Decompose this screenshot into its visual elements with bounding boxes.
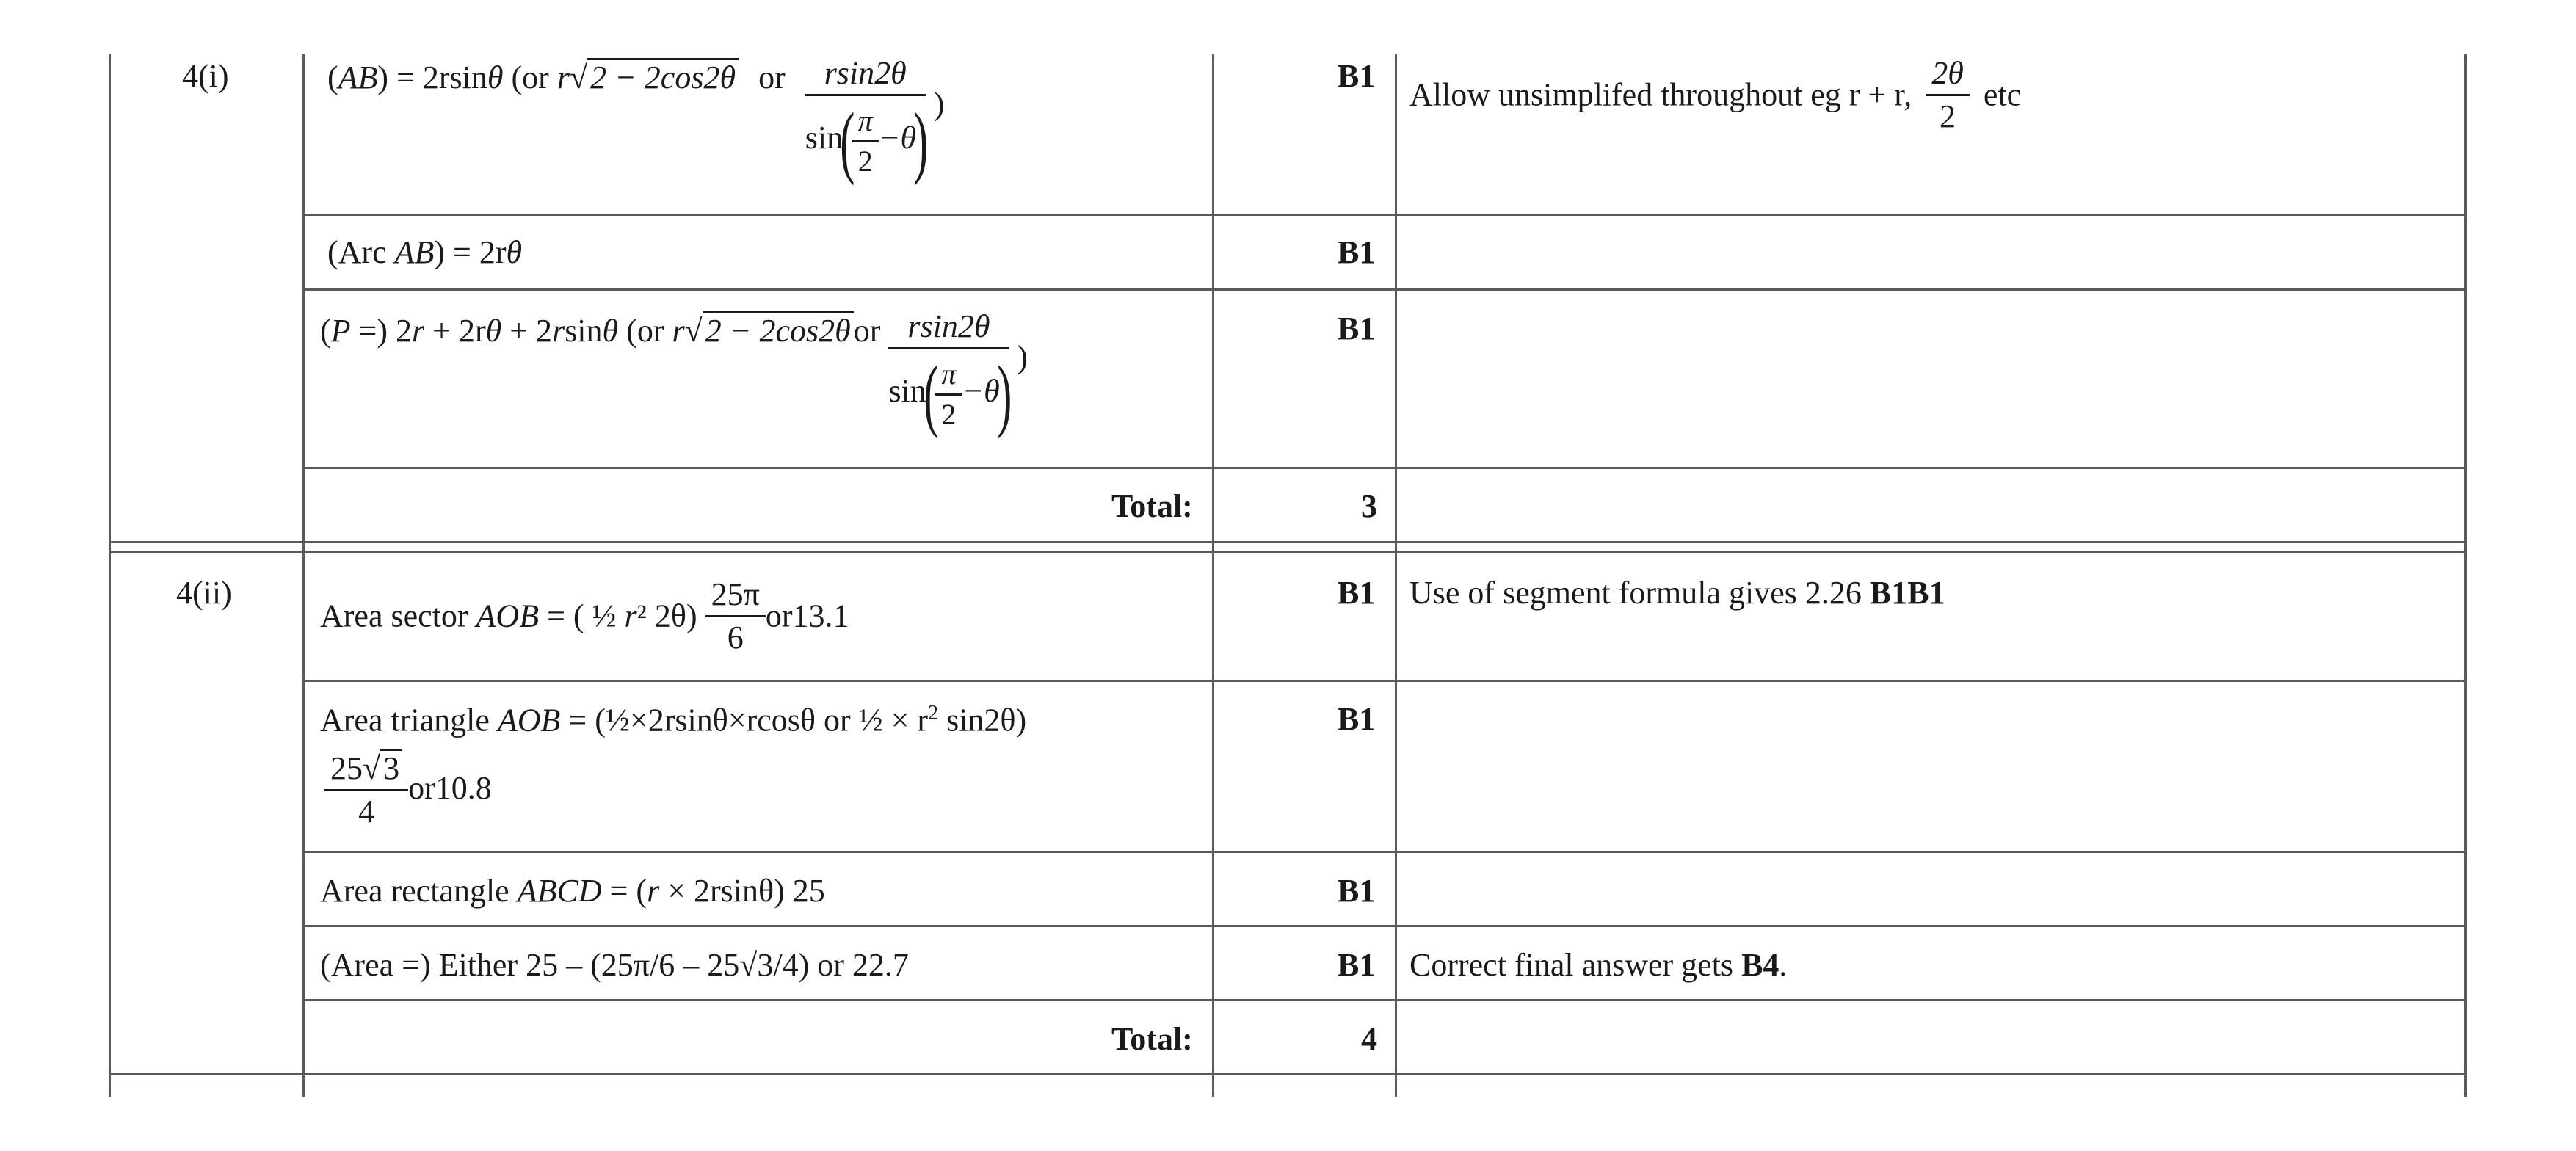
fraction: $\frac{25√3}{4}$ <box>324 749 408 828</box>
guidance-comment: Allow unsimplifed throughout eg r + r, $\frac{2\theta}{2}$ etc <box>1409 55 2022 134</box>
question-number: 4(ii) <box>176 575 232 611</box>
mark-b1: B1 <box>1338 575 1376 611</box>
section-border <box>109 1073 2467 1075</box>
mark-b1: B1 <box>1338 234 1376 270</box>
total-value: 3 <box>1361 488 1377 524</box>
answer-arc-length: (Arc AB) = 2rθ <box>327 234 523 270</box>
mark-b1: B1 <box>1338 873 1376 909</box>
total-label: Total: <box>1111 1021 1193 1057</box>
fraction: rsin2θ sin( $\frac{\pi}{2}$ −θ) <box>888 308 1012 439</box>
row-border <box>302 851 2467 853</box>
answer-perimeter: (P =) 2r + 2rθ + 2rsinθ (or r√2 − 2cos2θor rsin2θ sin( $\frac{\pi}{2}$ −θ) ) <box>320 308 1028 439</box>
table-border-right <box>2464 54 2467 1097</box>
total-value: 4 <box>1361 1021 1377 1057</box>
answer-triangle-value: $\frac{25√3}{4}$ or10.8 <box>324 749 492 828</box>
total-label: Total: <box>1111 488 1193 524</box>
column-border-answer <box>1212 54 1214 1097</box>
section-border <box>109 541 2467 543</box>
row-border <box>302 288 2467 291</box>
table-border-left <box>109 54 111 1097</box>
answer-sector-area: Area sector AOB = ( ½ r² 2θ) $\frac{25\pi}{6}$ or13.1 <box>320 576 849 656</box>
mark-b1: B1 <box>1338 947 1376 983</box>
mark-b1: B1 <box>1338 58 1376 94</box>
sqrt-expression: √2 − 2cos2θ <box>685 311 854 347</box>
row-border <box>302 680 2467 682</box>
sqrt-expression: √2 − 2cos2θ <box>570 58 739 94</box>
fraction: rsin2θ sin( $\frac{\pi}{2}$ −θ) <box>805 55 929 186</box>
fraction: $\frac{25\pi}{6}$ <box>705 578 766 654</box>
guidance-comment: Correct final answer gets B4. <box>1409 947 1788 983</box>
guidance-comment: Use of segment formula gives 2.26 B1B1 <box>1409 575 1945 611</box>
answer-triangle-area: Area triangle AOB = (½×2rsinθ×rcosθ or ½ × $r^2$ sin2θ) <box>320 702 1027 738</box>
mark-b1: B1 <box>1338 311 1376 346</box>
answer-ab-length: (AB) = 2rsinθ (or r√2 − 2cos2θ or rsin2θ sin( $\frac{\pi}{2}$ −θ) ) <box>327 55 945 186</box>
question-number: 4(i) <box>182 58 229 94</box>
row-border <box>302 467 2467 469</box>
row-border <box>302 925 2467 927</box>
column-border-question <box>302 54 305 1097</box>
row-border <box>302 214 2467 216</box>
row-border <box>302 999 2467 1001</box>
answer-final-area: (Area =) Either 25 – (25π/6 – 25√3/4) or 22.7 <box>320 947 909 983</box>
mark-b1: B1 <box>1338 701 1376 737</box>
answer-rectangle-area: Area rectangle ABCD = (r × 2rsinθ) 25 <box>320 873 825 909</box>
section-border <box>109 551 2467 553</box>
column-border-marks <box>1395 54 1397 1097</box>
